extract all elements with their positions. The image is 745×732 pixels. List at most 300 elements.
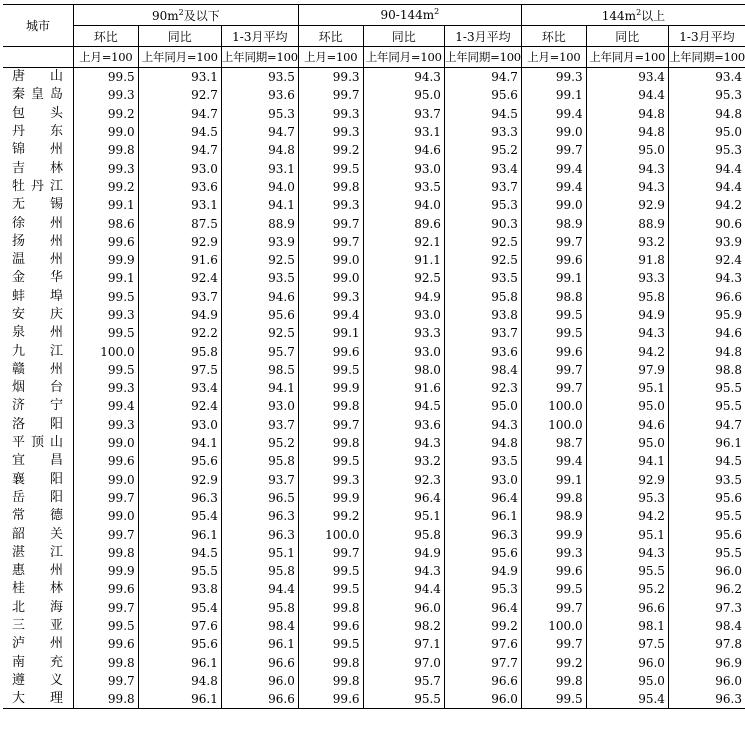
index-value-cell: 99.9	[521, 525, 586, 543]
index-value-cell: 97.9	[586, 361, 668, 379]
index-value-cell: 92.4	[138, 269, 221, 287]
index-value-cell: 97.5	[586, 635, 668, 653]
index-value-cell: 96.1	[138, 525, 221, 543]
city-name: 常德	[12, 508, 63, 524]
city-name: 蚌埠	[12, 288, 63, 304]
index-value-cell: 94.7	[138, 105, 221, 123]
table-row	[3, 397, 745, 415]
index-value-cell: 99.3	[521, 68, 586, 87]
index-value-cell: 96.0	[221, 672, 298, 690]
index-value-cell: 94.3	[586, 178, 668, 196]
index-value-cell: 93.5	[444, 269, 521, 287]
table-row	[3, 434, 745, 452]
index-value-cell: 99.1	[521, 269, 586, 287]
index-value-cell: 98.8	[668, 361, 745, 379]
index-value-cell: 95.8	[221, 562, 298, 580]
table-row	[3, 635, 745, 653]
index-value-cell: 99.3	[298, 105, 363, 123]
index-value-cell: 99.6	[298, 342, 363, 360]
index-value-cell: 92.5	[221, 324, 298, 342]
index-value-cell: 92.3	[444, 379, 521, 397]
index-value-cell: 95.0	[586, 672, 668, 690]
index-value-cell: 99.8	[298, 178, 363, 196]
city-name: 丹东	[12, 124, 63, 140]
index-value-cell: 99.3	[298, 471, 363, 489]
index-value-cell: 95.5	[668, 507, 745, 525]
index-value-cell: 93.6	[444, 342, 521, 360]
index-value-cell: 99.8	[73, 654, 138, 672]
index-value-cell: 96.0	[363, 599, 444, 617]
group-header-144-and-above: $144m^2$以上	[521, 5, 745, 26]
index-value-cell: 95.3	[444, 580, 521, 598]
index-value-cell: 93.5	[221, 68, 298, 87]
index-value-cell: 94.9	[363, 288, 444, 306]
index-value-cell: 98.4	[668, 617, 745, 635]
city-name: 湛江	[12, 544, 63, 560]
index-value-cell: 99.1	[521, 86, 586, 104]
table-row	[3, 654, 745, 672]
index-value-cell: 91.8	[586, 251, 668, 269]
index-value-cell: 91.6	[138, 251, 221, 269]
city-name: 宜昌	[12, 453, 63, 469]
index-value-cell: 98.4	[444, 361, 521, 379]
index-value-cell: 99.7	[73, 599, 138, 617]
index-value-cell: 95.8	[221, 599, 298, 617]
index-value-cell: 93.4	[668, 68, 745, 87]
index-value-cell: 96.3	[221, 507, 298, 525]
index-value-cell: 95.3	[221, 105, 298, 123]
index-value-cell: 98.8	[521, 288, 586, 306]
index-value-cell: 99.3	[298, 68, 363, 87]
index-value-cell: 94.4	[668, 159, 745, 177]
index-value-cell: 98.9	[521, 214, 586, 232]
index-value-cell: 98.6	[73, 214, 138, 232]
index-value-cell: 92.4	[668, 251, 745, 269]
index-value-cell: 99.2	[73, 178, 138, 196]
index-value-cell: 94.1	[586, 452, 668, 470]
index-value-cell: 94.3	[586, 159, 668, 177]
index-value-cell: 91.6	[363, 379, 444, 397]
index-value-cell: 96.4	[444, 489, 521, 507]
index-value-cell: 100.0	[521, 617, 586, 635]
index-value-cell: 95.8	[221, 452, 298, 470]
index-value-cell: 95.8	[138, 342, 221, 360]
index-value-cell: 95.0	[668, 123, 745, 141]
table-row	[3, 471, 745, 489]
index-value-cell: 93.7	[363, 105, 444, 123]
index-value-cell: 87.5	[138, 214, 221, 232]
index-value-cell: 96.1	[444, 507, 521, 525]
index-value-cell: 98.0	[363, 361, 444, 379]
city-name: 韶关	[12, 526, 63, 542]
sub-header-yoy: 同比	[138, 26, 221, 47]
index-value-cell: 99.0	[521, 123, 586, 141]
index-value-cell: 99.7	[73, 525, 138, 543]
index-value-cell: 99.9	[73, 562, 138, 580]
index-value-cell: 99.3	[298, 288, 363, 306]
table-row	[3, 507, 745, 525]
index-value-cell: 99.0	[73, 507, 138, 525]
index-value-cell: 97.0	[363, 654, 444, 672]
index-value-cell: 93.1	[363, 123, 444, 141]
index-value-cell: 100.0	[73, 342, 138, 360]
index-value-cell: 99.6	[73, 635, 138, 653]
table-row	[3, 544, 745, 562]
index-value-cell: 95.5	[668, 544, 745, 562]
index-value-cell: 94.7	[668, 416, 745, 434]
city-name: 泸州	[12, 636, 63, 652]
index-value-cell: 99.4	[521, 452, 586, 470]
index-value-cell: 97.1	[363, 635, 444, 653]
sub-header-mom: 环比	[73, 26, 138, 47]
index-value-cell: 92.9	[586, 471, 668, 489]
index-value-cell: 95.7	[221, 342, 298, 360]
sub-header-q1-avg: 1-3月平均	[668, 26, 745, 47]
index-value-cell: 95.6	[668, 525, 745, 543]
index-value-cell: 96.1	[138, 690, 221, 709]
index-value-cell: 96.6	[444, 672, 521, 690]
index-value-cell: 99.8	[521, 489, 586, 507]
index-value-cell: 99.7	[298, 86, 363, 104]
index-value-cell: 94.6	[668, 324, 745, 342]
index-value-cell: 94.6	[221, 288, 298, 306]
table-row	[3, 196, 745, 214]
header-row-subs	[3, 26, 745, 47]
index-value-cell: 99.4	[521, 178, 586, 196]
index-value-cell: 98.7	[521, 434, 586, 452]
index-value-cell: 99.0	[73, 471, 138, 489]
city-name: 唐山	[12, 69, 63, 85]
city-name: 襄阳	[12, 471, 63, 487]
index-value-cell: 99.7	[521, 233, 586, 251]
index-value-cell: 93.0	[138, 159, 221, 177]
index-value-cell: 99.8	[298, 599, 363, 617]
index-value-cell: 96.5	[221, 489, 298, 507]
index-value-cell: 92.7	[138, 86, 221, 104]
index-value-cell: 97.6	[444, 635, 521, 653]
index-value-cell: 96.6	[668, 288, 745, 306]
price-index-table-wrapper	[3, 4, 745, 709]
index-value-cell: 99.8	[521, 672, 586, 690]
index-value-cell: 96.0	[586, 654, 668, 672]
index-value-cell: 99.3	[73, 86, 138, 104]
index-value-cell: 100.0	[298, 525, 363, 543]
index-value-cell: 97.3	[668, 599, 745, 617]
index-value-cell: 97.6	[138, 617, 221, 635]
index-value-cell: 92.5	[444, 251, 521, 269]
index-value-cell: 98.1	[586, 617, 668, 635]
table-row	[3, 269, 745, 287]
index-value-cell: 95.1	[586, 379, 668, 397]
index-value-cell: 93.1	[138, 68, 221, 87]
index-value-cell: 94.6	[586, 416, 668, 434]
index-value-cell: 99.7	[298, 544, 363, 562]
index-value-cell: 95.1	[363, 507, 444, 525]
table-row	[3, 123, 745, 141]
index-value-cell: 99.4	[521, 159, 586, 177]
index-value-cell: 93.3	[363, 324, 444, 342]
index-value-cell: 94.3	[586, 544, 668, 562]
city-name: 九江	[12, 343, 63, 359]
index-value-cell: 98.5	[221, 361, 298, 379]
table-row	[3, 690, 745, 709]
index-value-cell: 95.5	[363, 690, 444, 709]
index-value-cell: 95.4	[138, 507, 221, 525]
index-value-cell: 93.7	[221, 471, 298, 489]
index-value-cell: 94.9	[363, 544, 444, 562]
index-value-cell: 93.0	[444, 471, 521, 489]
index-value-cell: 99.4	[521, 105, 586, 123]
index-value-cell: 98.4	[221, 617, 298, 635]
index-value-cell: 95.5	[668, 397, 745, 415]
index-value-cell: 92.4	[138, 397, 221, 415]
index-value-cell: 99.9	[298, 379, 363, 397]
index-value-cell: 99.2	[298, 141, 363, 159]
index-value-cell: 92.9	[138, 233, 221, 251]
index-value-cell: 95.8	[586, 288, 668, 306]
index-value-cell: 94.8	[668, 342, 745, 360]
index-value-cell: 99.6	[521, 251, 586, 269]
index-value-cell: 95.3	[668, 141, 745, 159]
table-row	[3, 452, 745, 470]
index-value-cell: 99.9	[298, 489, 363, 507]
city-name: 岳阳	[12, 489, 63, 505]
index-value-cell: 99.6	[73, 580, 138, 598]
index-value-cell: 99.5	[521, 580, 586, 598]
index-value-cell: 99.2	[73, 105, 138, 123]
index-value-cell: 95.3	[444, 196, 521, 214]
index-value-cell: 99.7	[521, 379, 586, 397]
index-value-cell: 96.3	[138, 489, 221, 507]
index-value-cell: 95.3	[668, 86, 745, 104]
index-value-cell: 100.0	[521, 416, 586, 434]
table-row	[3, 214, 745, 232]
index-value-cell: 94.9	[586, 306, 668, 324]
index-value-cell: 99.7	[298, 416, 363, 434]
index-value-cell: 94.6	[363, 141, 444, 159]
index-value-cell: 96.6	[586, 599, 668, 617]
index-value-cell: 94.0	[363, 196, 444, 214]
city-name: 桂林	[12, 581, 63, 597]
index-value-cell: 94.8	[444, 434, 521, 452]
table-row	[3, 489, 745, 507]
city-column-header: 城市	[3, 5, 73, 47]
index-value-cell: 99.1	[73, 269, 138, 287]
city-name: 无锡	[12, 197, 63, 213]
index-value-cell: 99.7	[73, 489, 138, 507]
sub-header-q1-avg: 1-3月平均	[444, 26, 521, 47]
index-value-cell: 94.3	[668, 269, 745, 287]
table-row	[3, 68, 745, 87]
index-value-cell: 99.7	[521, 599, 586, 617]
index-value-cell: 99.8	[73, 141, 138, 159]
index-value-cell: 93.0	[363, 159, 444, 177]
index-value-cell: 95.4	[586, 690, 668, 709]
index-value-cell: 92.5	[444, 233, 521, 251]
index-value-cell: 96.0	[444, 690, 521, 709]
base-header-same-month-last-year: 上年同月=100	[138, 47, 221, 68]
index-value-cell: 88.9	[586, 214, 668, 232]
table-row	[3, 251, 745, 269]
index-value-cell: 94.8	[221, 141, 298, 159]
index-value-cell: 99.5	[521, 306, 586, 324]
index-value-cell: 93.9	[221, 233, 298, 251]
index-value-cell: 96.1	[221, 635, 298, 653]
index-value-cell: 94.4	[668, 178, 745, 196]
index-value-cell: 94.3	[363, 434, 444, 452]
index-value-cell: 92.5	[221, 251, 298, 269]
index-value-cell: 95.6	[668, 489, 745, 507]
base-header-same-period-last-year: 上年同期=100	[221, 47, 298, 68]
index-value-cell: 96.1	[138, 654, 221, 672]
index-value-cell: 93.1	[221, 159, 298, 177]
index-value-cell: 94.1	[138, 434, 221, 452]
index-value-cell: 96.0	[668, 672, 745, 690]
index-value-cell: 95.0	[586, 397, 668, 415]
index-value-cell: 99.0	[73, 123, 138, 141]
index-value-cell: 94.3	[363, 68, 444, 87]
city-name: 洛阳	[12, 416, 63, 432]
index-value-cell: 93.8	[138, 580, 221, 598]
table-row	[3, 342, 745, 360]
city-name: 泉州	[12, 325, 63, 341]
index-value-cell: 99.3	[73, 416, 138, 434]
index-value-cell: 99.4	[298, 306, 363, 324]
group-header-90-and-below: $90m^2$及以下	[73, 5, 298, 26]
index-value-cell: 93.5	[221, 269, 298, 287]
index-value-cell: 94.5	[444, 105, 521, 123]
index-value-cell: 94.8	[586, 105, 668, 123]
city-name: 平顶山	[12, 435, 63, 451]
index-value-cell: 95.3	[586, 489, 668, 507]
index-value-cell: 88.9	[221, 214, 298, 232]
index-value-cell: 99.1	[521, 471, 586, 489]
table-row	[3, 599, 745, 617]
city-name: 惠州	[12, 563, 63, 579]
city-name: 大理	[3, 690, 73, 709]
index-value-cell: 95.0	[586, 141, 668, 159]
index-value-cell: 99.6	[521, 342, 586, 360]
table-body	[3, 68, 745, 709]
index-value-cell: 92.5	[363, 269, 444, 287]
index-value-cell: 94.8	[586, 123, 668, 141]
index-value-cell: 94.4	[363, 580, 444, 598]
index-value-cell: 95.5	[586, 562, 668, 580]
index-value-cell: 94.2	[668, 196, 745, 214]
index-value-cell: 93.8	[444, 306, 521, 324]
index-value-cell: 99.5	[298, 452, 363, 470]
index-value-cell: 99.5	[298, 580, 363, 598]
index-value-cell: 99.3	[298, 196, 363, 214]
index-value-cell: 100.0	[521, 397, 586, 415]
index-value-cell: 97.7	[444, 654, 521, 672]
index-value-cell: 94.1	[221, 379, 298, 397]
city-name: 济宁	[12, 398, 63, 414]
index-value-cell: 99.8	[298, 672, 363, 690]
index-value-cell: 99.7	[521, 141, 586, 159]
city-name: 烟台	[12, 380, 63, 396]
table-row	[3, 416, 745, 434]
index-value-cell: 99.9	[73, 251, 138, 269]
group-header-90-144: $90-144m^2$	[298, 5, 521, 26]
index-value-cell: 99.7	[298, 214, 363, 232]
city-name: 北海	[12, 599, 63, 615]
index-value-cell: 99.1	[298, 324, 363, 342]
city-name: 赣州	[12, 361, 63, 377]
index-value-cell: 99.2	[444, 617, 521, 635]
index-value-cell: 89.6	[363, 214, 444, 232]
index-value-cell: 99.5	[298, 361, 363, 379]
header-row-groups	[3, 5, 745, 26]
table-row	[3, 580, 745, 598]
index-value-cell: 99.7	[73, 672, 138, 690]
index-value-cell: 94.5	[363, 397, 444, 415]
base-header-empty	[3, 47, 73, 68]
index-value-cell: 99.5	[521, 690, 586, 709]
base-header-same-month-last-year: 上年同月=100	[586, 47, 668, 68]
index-value-cell: 96.2	[668, 580, 745, 598]
index-value-cell: 92.3	[363, 471, 444, 489]
index-value-cell: 92.9	[586, 196, 668, 214]
index-value-cell: 95.8	[363, 525, 444, 543]
index-value-cell: 94.7	[138, 141, 221, 159]
index-value-cell: 95.2	[221, 434, 298, 452]
index-value-cell: 97.8	[668, 635, 745, 653]
index-value-cell: 95.2	[444, 141, 521, 159]
sub-header-q1-avg: 1-3月平均	[221, 26, 298, 47]
sub-header-mom: 环比	[521, 26, 586, 47]
index-value-cell: 93.0	[363, 342, 444, 360]
index-value-cell: 93.5	[363, 178, 444, 196]
index-value-cell: 99.3	[298, 123, 363, 141]
index-value-cell: 95.1	[586, 525, 668, 543]
index-value-cell: 94.7	[444, 68, 521, 87]
index-value-cell: 93.3	[586, 269, 668, 287]
index-value-cell: 92.1	[363, 233, 444, 251]
city-name: 扬州	[12, 233, 63, 249]
index-value-cell: 99.1	[73, 196, 138, 214]
base-header-same-period-last-year: 上年同期=100	[668, 47, 745, 68]
index-value-cell: 90.6	[668, 214, 745, 232]
index-value-cell: 95.0	[586, 434, 668, 452]
index-value-cell: 94.4	[221, 580, 298, 598]
table-row	[3, 178, 745, 196]
index-value-cell: 96.4	[444, 599, 521, 617]
index-value-cell: 94.0	[221, 178, 298, 196]
index-value-cell: 95.6	[444, 544, 521, 562]
index-value-cell: 96.3	[668, 690, 745, 709]
index-value-cell: 93.1	[138, 196, 221, 214]
index-value-cell: 99.5	[298, 635, 363, 653]
city-name: 三亚	[12, 618, 63, 634]
index-value-cell: 90.3	[444, 214, 521, 232]
index-value-cell: 95.5	[138, 562, 221, 580]
index-value-cell: 98.2	[363, 617, 444, 635]
index-value-cell: 93.6	[138, 178, 221, 196]
index-value-cell: 95.0	[363, 86, 444, 104]
index-value-cell: 97.5	[138, 361, 221, 379]
base-header-prev-month: 上月=100	[298, 47, 363, 68]
index-value-cell: 94.2	[586, 507, 668, 525]
city-name: 南充	[12, 654, 63, 670]
table-row	[3, 141, 745, 159]
table-row	[3, 159, 745, 177]
index-value-cell: 99.0	[73, 434, 138, 452]
index-value-cell: 96.9	[668, 654, 745, 672]
index-value-cell: 95.1	[221, 544, 298, 562]
city-name: 包头	[12, 105, 63, 121]
city-name: 牡丹江	[12, 178, 63, 194]
